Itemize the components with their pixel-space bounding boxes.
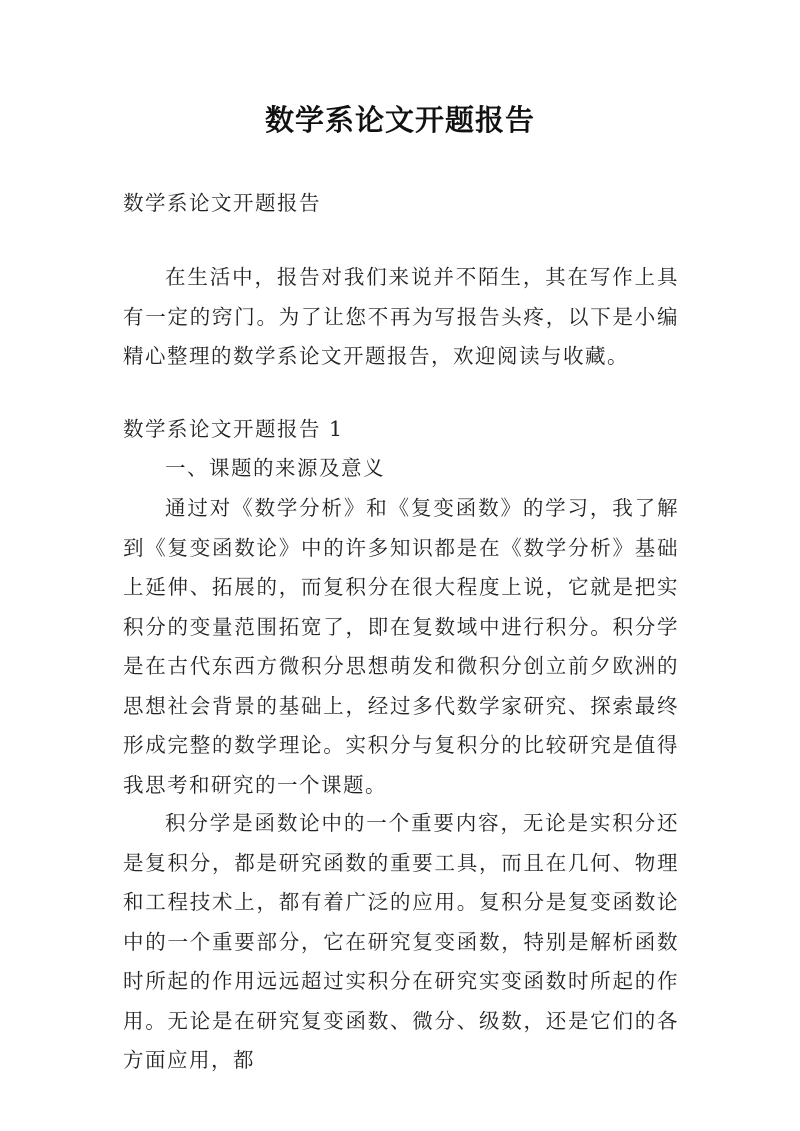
body-paragraph-2: 积分学是函数论中的一个重要内容，无论是实积分还是复积分，都是研究函数的重要工具，而且在几何、物理和工程技术上，都有着广泛的应用。复积分是复变函数论中的一个重要部分，它在研究复变函数，特别是解析函数时所起的作用远远超过实积分在研究实变函数时所起的作用。无论是在研究复变函数、微分、级数，还是它们的各方面应用，都 bbox=[123, 811, 679, 1072]
intro-paragraph: 在生活中，报告对我们来说并不陌生，其在写作上具有一定的窍门。为了让您不再为写报告头疼，以下是小编精心整理的数学系论文开题报告，欢迎阅读与收藏。 bbox=[123, 265, 679, 368]
section-heading: 数学系论文开题报告 1 bbox=[123, 417, 344, 441]
body-paragraph-1: 通过对《数学分析》和《复变函数》的学习，我了解到《复变函数论》中的许多知识都是在《数学分析》基础上延伸、拓展的，而复积分在很大程度上说，它就是把实积分的变量范围拓宽了，即在复数域中进行积分。积分学是在古代东西方微积分思想萌发和微积分创立前夕欧洲的思想社会背景的基础上，经过多代数学家研究、探索最终形成完整的数学理论。实积分与复积分的比较研究是值得我思考和研究的一个课题。 bbox=[123, 496, 679, 797]
sub-heading: 一、课题的来源及意义 bbox=[165, 456, 385, 480]
document-subtitle: 数学系论文开题报告 bbox=[123, 191, 321, 215]
document-title: 数学系论文开题报告 bbox=[264, 103, 535, 137]
